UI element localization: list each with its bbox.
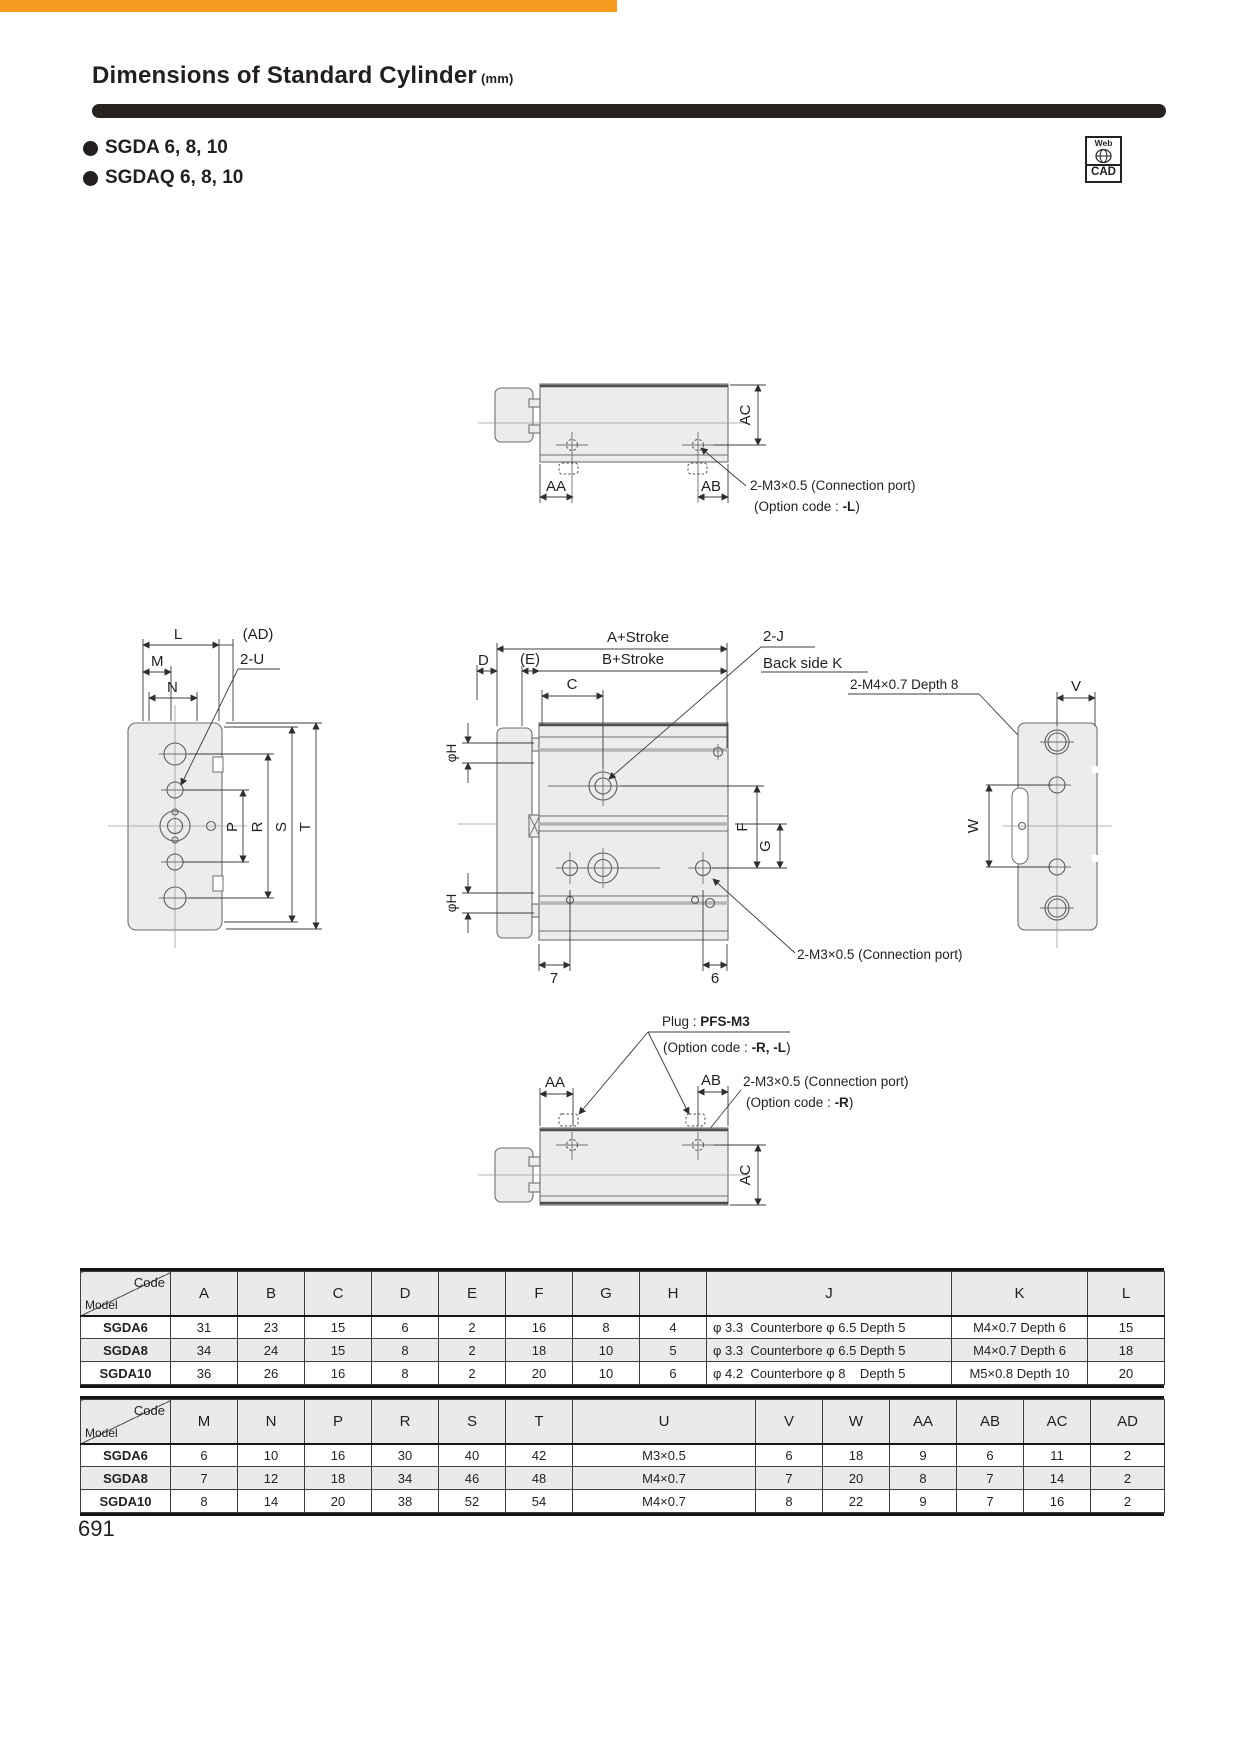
table-cell: 16	[1024, 1490, 1091, 1513]
table-cell: 34	[171, 1339, 238, 1362]
web-cad-badge	[1085, 136, 1122, 183]
table-cell: 2	[439, 1339, 506, 1362]
column-header: S	[439, 1400, 506, 1444]
table-cell: 7	[756, 1467, 823, 1490]
model-name: SGDA 6, 8, 10	[105, 137, 228, 158]
dimension-table-1	[80, 1268, 1164, 1388]
table-cell: 18	[506, 1339, 573, 1362]
dim-s: S	[273, 821, 290, 833]
mounting-plate	[128, 723, 222, 930]
table-cell: 6	[957, 1444, 1024, 1467]
dim-e: (E)	[520, 651, 540, 668]
table-cell: 18	[305, 1467, 372, 1490]
cylinder-head-block	[495, 1148, 533, 1202]
page-title-unit: (mm)	[480, 71, 514, 86]
dim-aa: AA	[546, 478, 567, 495]
table-row	[81, 1467, 1165, 1490]
table-cell: 8	[756, 1490, 823, 1513]
webcad-bottom-label: CAD	[1087, 164, 1120, 180]
dim-phi-h-bottom: φH	[444, 893, 459, 913]
table-cell: 2	[1091, 1444, 1165, 1467]
dim-l: L	[173, 626, 183, 643]
column-header: E	[439, 1272, 506, 1316]
table-cell: 6	[756, 1444, 823, 1467]
column-header: L	[1088, 1272, 1165, 1316]
dim-w: W	[965, 818, 982, 834]
dim-n: N	[167, 679, 178, 696]
bullet-dot-icon	[83, 141, 98, 156]
table-cell: 11	[1024, 1444, 1091, 1467]
page-number: 691	[78, 1516, 115, 1541]
column-header: C	[305, 1272, 372, 1316]
table-corner-cell: Code Model	[81, 1400, 171, 1444]
column-header: U	[573, 1400, 756, 1444]
column-header: D	[372, 1272, 439, 1316]
model-name: SGDAQ 6, 8, 10	[105, 167, 244, 188]
table-cell: 26	[238, 1362, 305, 1385]
table-cell: 15	[1088, 1316, 1165, 1339]
table-cell: M4×0.7 Depth 6	[952, 1339, 1088, 1362]
table-cell: 54	[506, 1490, 573, 1513]
table-cell: 18	[823, 1444, 890, 1467]
table-cell: 8	[890, 1467, 957, 1490]
row-model-label: SGDA8	[81, 1339, 171, 1362]
cylinder-body-main	[539, 723, 728, 940]
table-cell: 8	[573, 1316, 640, 1339]
table-cell: 38	[372, 1490, 439, 1513]
callout-connection-port: 2-M3×0.5 (Connection port)	[750, 478, 916, 493]
column-header: P	[305, 1400, 372, 1444]
table-cell: 7	[957, 1490, 1024, 1513]
table-cell: 2	[1091, 1490, 1165, 1513]
model-bullet-1	[83, 137, 228, 159]
table-cell: 14	[238, 1490, 305, 1513]
table-cell: 23	[238, 1316, 305, 1339]
row-model-label: SGDA6	[81, 1316, 171, 1339]
table-cell: 15	[305, 1316, 372, 1339]
table-cell: 42	[506, 1444, 573, 1467]
end-plate	[1018, 723, 1097, 930]
cylinder-body	[540, 1128, 728, 1205]
table-cell: 5	[640, 1339, 707, 1362]
table-cell: 22	[823, 1490, 890, 1513]
table-cell: 8	[372, 1362, 439, 1385]
table-cell: 34	[372, 1467, 439, 1490]
port-hole	[682, 432, 714, 503]
table-cell: 12	[238, 1467, 305, 1490]
top-accent-bar	[0, 0, 617, 12]
dim-ad: (AD)	[242, 626, 274, 643]
globe-icon	[1095, 149, 1112, 163]
table-cell: 7	[957, 1467, 1024, 1490]
table-cell: 24	[238, 1339, 305, 1362]
table-cell: 40	[439, 1444, 506, 1467]
table-cell: φ 3.3 Counterbore φ 6.5 Depth 5	[707, 1316, 952, 1339]
page-title	[92, 62, 514, 90]
page-title-text: Dimensions of Standard Cylinder	[92, 62, 477, 89]
table-cell: 31	[171, 1316, 238, 1339]
table-cell: φ 4.2 Counterbore φ 8 Depth 5	[707, 1362, 952, 1385]
table-cell: 52	[439, 1490, 506, 1513]
table-cell: 10	[573, 1362, 640, 1385]
row-model-label: SGDA6	[81, 1444, 171, 1467]
dim-phi-h-top: φH	[444, 743, 459, 763]
table-row	[81, 1362, 1165, 1385]
column-header: H	[640, 1272, 707, 1316]
table-cell: 30	[372, 1444, 439, 1467]
dim-b-stroke: B+Stroke	[601, 651, 665, 668]
column-header: M	[171, 1400, 238, 1444]
dim-6: 6	[710, 970, 720, 987]
dimension-table-2	[80, 1396, 1164, 1516]
column-header: B	[238, 1272, 305, 1316]
table-cell: 8	[372, 1339, 439, 1362]
column-header: AA	[890, 1400, 957, 1444]
table-cell: 16	[305, 1444, 372, 1467]
table-cell: 2	[439, 1316, 506, 1339]
cylinder-body	[540, 384, 728, 462]
webcad-top-label: Web	[1094, 138, 1113, 148]
callout-option-l: (Option code : -L)	[754, 499, 860, 514]
table-cell: M5×0.8 Depth 10	[952, 1362, 1088, 1385]
table-cell: 10	[573, 1339, 640, 1362]
dim-ab-bottom: AB	[701, 1072, 722, 1089]
cylinder-head-block	[495, 388, 533, 442]
column-header: K	[952, 1272, 1088, 1316]
table-cell: M3×0.5	[573, 1444, 756, 1467]
dim-v: V	[1071, 678, 1082, 695]
table-cell: M4×0.7 Depth 6	[952, 1316, 1088, 1339]
table-cell: 8	[171, 1490, 238, 1513]
callout-option-r: (Option code : -R)	[746, 1095, 854, 1110]
model-bullet-2	[83, 167, 243, 189]
dim-g: G	[757, 840, 774, 852]
column-header: AD	[1091, 1400, 1165, 1444]
callout-connection-port-bottom: 2-M3×0.5 (Connection port)	[743, 1074, 909, 1089]
table-cell: 20	[305, 1490, 372, 1513]
port-hole	[556, 432, 588, 503]
table-cell: M4×0.7	[573, 1490, 756, 1513]
table-row	[81, 1316, 1165, 1339]
callout-connection-port-mid: 2-M3×0.5 (Connection port)	[797, 947, 963, 962]
table-cell: 48	[506, 1467, 573, 1490]
dim-ac: AC	[737, 404, 754, 426]
front-view	[108, 626, 322, 948]
dim-7: 7	[549, 970, 559, 987]
row-model-label: SGDA10	[81, 1490, 171, 1513]
dim-p: P	[224, 821, 241, 833]
rod-plate	[497, 728, 532, 938]
table-cell: 4	[640, 1316, 707, 1339]
column-header: A	[171, 1272, 238, 1316]
table-cell: 7	[171, 1467, 238, 1490]
dim-2u: 2-U	[240, 651, 265, 668]
dim-c: C	[566, 676, 578, 693]
column-header: T	[506, 1400, 573, 1444]
top-side-view	[478, 384, 915, 514]
bottom-side-view	[478, 1014, 908, 1205]
table-cell: 20	[823, 1467, 890, 1490]
dim-ac-bottom: AC	[737, 1164, 754, 1186]
dim-aa-bottom: AA	[545, 1074, 566, 1091]
center-side-view	[444, 628, 1053, 987]
table-cell: 6	[640, 1362, 707, 1385]
dim-m: M	[151, 653, 164, 670]
column-header: V	[756, 1400, 823, 1444]
dim-a-stroke: A+Stroke	[606, 629, 670, 646]
column-header: R	[372, 1400, 439, 1444]
column-header: G	[573, 1272, 640, 1316]
column-header: J	[707, 1272, 952, 1316]
column-header: AB	[957, 1400, 1024, 1444]
table-cell: 15	[305, 1339, 372, 1362]
column-header: W	[823, 1400, 890, 1444]
dim-f: F	[734, 822, 751, 832]
table-cell: 2	[1091, 1467, 1165, 1490]
table-row	[81, 1444, 1165, 1467]
dim-r: R	[249, 821, 266, 833]
column-header: AC	[1024, 1400, 1091, 1444]
table-cell: M4×0.7	[573, 1467, 756, 1490]
table-cell: 6	[171, 1444, 238, 1467]
table-cell: 16	[305, 1362, 372, 1385]
table-cell: 20	[1088, 1362, 1165, 1385]
table-cell: 9	[890, 1444, 957, 1467]
callout-option-rl: (Option code : -R, -L)	[663, 1040, 791, 1055]
row-model-label: SGDA8	[81, 1467, 171, 1490]
dim-2j: 2-J	[763, 628, 784, 645]
table-cell: 16	[506, 1316, 573, 1339]
table-row	[81, 1339, 1165, 1362]
label-back-side-k: Back side K	[763, 655, 843, 672]
bullet-dot-icon	[83, 171, 98, 186]
dim-d: D	[478, 652, 489, 669]
column-header: F	[506, 1272, 573, 1316]
table-cell: 6	[372, 1316, 439, 1339]
callout-m4-depth: 2-M4×0.7 Depth 8	[850, 677, 959, 692]
table-cell: 36	[171, 1362, 238, 1385]
table-cell: 18	[1088, 1339, 1165, 1362]
callout-plug: Plug : PFS-M3	[662, 1014, 750, 1029]
dim-ab: AB	[701, 478, 722, 495]
table-cell: 46	[439, 1467, 506, 1490]
table-cell: 2	[439, 1362, 506, 1385]
column-header: N	[238, 1400, 305, 1444]
table-cell: 20	[506, 1362, 573, 1385]
section-divider-bar	[92, 104, 1166, 118]
table-cell: 14	[1024, 1467, 1091, 1490]
row-model-label: SGDA10	[81, 1362, 171, 1385]
table-cell: 10	[238, 1444, 305, 1467]
table-cell: φ 3.3 Counterbore φ 6.5 Depth 5	[707, 1339, 952, 1362]
dim-t: T	[297, 822, 314, 832]
end-view	[965, 678, 1112, 948]
table-cell: 9	[890, 1490, 957, 1513]
table-row	[81, 1490, 1165, 1513]
table-corner-cell: Code Model	[81, 1272, 171, 1316]
